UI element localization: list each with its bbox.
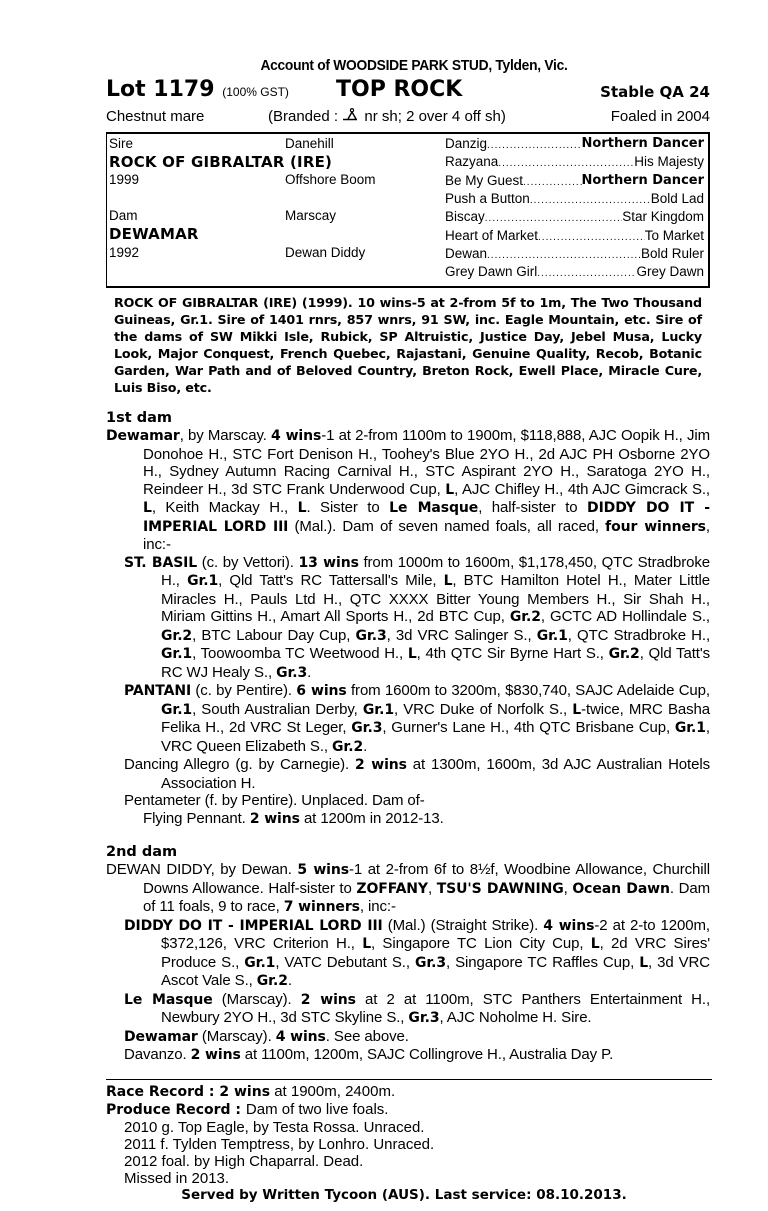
text: , half-sister to bbox=[478, 499, 588, 516]
bold-text: L bbox=[639, 954, 649, 971]
race-text: at 1900m, 2400m. bbox=[270, 1082, 396, 1100]
bold-text: L bbox=[362, 936, 372, 952]
text: from 1000m to 1600m, $1,178,450, QTC Stradbroke H., bbox=[161, 553, 710, 589]
listed-bold: L bbox=[297, 500, 307, 516]
text: (c. by Vettori). bbox=[197, 553, 299, 571]
bold-text: Ocean Dawn bbox=[572, 880, 670, 897]
foal-list bbox=[106, 1119, 710, 1187]
text: at 1300m, 1600m, 3d AJC Australian Hotels Association H. bbox=[161, 756, 710, 792]
horse-name: TOP ROCK bbox=[336, 77, 463, 102]
leader-dots bbox=[530, 190, 651, 210]
text: Pentameter (f. by Pentire). Unplaced. Dam of- bbox=[124, 792, 425, 809]
dam-name: DEWAMAR bbox=[109, 225, 199, 243]
produce-text: Dam of two live foals. bbox=[245, 1100, 389, 1118]
ggp-name: Be My Guest bbox=[445, 172, 524, 188]
catalogue-page bbox=[106, 56, 710, 1204]
bold-text: 4 wins bbox=[275, 1028, 326, 1045]
text: -2 at 2-to 1200m, $372,126, VRC Criterion H., bbox=[161, 916, 710, 952]
bold-text: 4 wins bbox=[543, 917, 595, 934]
gst-note: (100% GST) bbox=[222, 85, 289, 99]
text: DEWAN DIDDY, by Dewan. bbox=[106, 861, 298, 878]
text: Flying Pennant. bbox=[143, 809, 250, 827]
text: , South Australian Derby, bbox=[192, 700, 363, 718]
text: Davanzo. bbox=[124, 1046, 191, 1063]
leader-dots bbox=[485, 208, 622, 228]
text: , bbox=[427, 879, 437, 897]
ggp-sire: Northern Dancer bbox=[581, 172, 704, 188]
dam-year: 1992 bbox=[109, 245, 140, 260]
progeny-entry bbox=[106, 682, 710, 756]
bold-text: Gr.3 bbox=[414, 954, 447, 971]
progeny-entry bbox=[106, 792, 710, 810]
bold-text: Gr.2 bbox=[161, 627, 193, 644]
text: , VATC Debutant S., bbox=[275, 953, 415, 971]
foal-entry: Missed in 2013. bbox=[124, 1169, 230, 1187]
listed-bold: L bbox=[143, 500, 152, 516]
foal-entry: 2010 g. Top Eagle, by Testa Rossa. Unraced. bbox=[124, 1118, 425, 1136]
bold-text: Gr.2 bbox=[509, 609, 541, 625]
sire-sire: Danehill bbox=[285, 136, 334, 151]
bold-text: ZOFFANY bbox=[356, 880, 428, 897]
first-dam-section bbox=[106, 427, 710, 828]
bold-text: 2 wins bbox=[354, 757, 407, 773]
produce-record bbox=[106, 1101, 710, 1119]
sire-summary: ROCK OF GIBRALTAR (IRE) (1999). 10 wins-5 at 2-from 5f to 1m, The Two Thousand Guineas, Gr.1. Sire of 1401 rnrs, 857 wnrs, 91 SW, inc. Eagle Mountain, etc. Sire of the dams of SW Mikki Isle, Rubick, SP Altruistic, Justice Day, Jebel Musa, Lucky Look, Major Conquest, French Quebec, Rajastani, Genuine Quality, Recob, Botanic Garden, War Path and of Beloved Country, Breton Rock, Ewell Place, Miracle Cure, Luis Biso, etc. bbox=[114, 295, 702, 395]
ggp-sire: Star Kingdom bbox=[622, 209, 704, 225]
text: (Mal.) (Straight Strike). bbox=[382, 916, 544, 934]
text: (Mal.). Dam of seven named foals, all raced, bbox=[288, 517, 606, 535]
bold-text: Gr.3 bbox=[351, 720, 383, 736]
ggp-name: Dewan bbox=[445, 245, 488, 261]
lot-header bbox=[106, 76, 710, 104]
race-record-label: Race Record : bbox=[106, 1083, 220, 1100]
sister-bold: Le Masque bbox=[389, 500, 479, 516]
text: at 1100m, 1200m, SAJC Collingrove H., Australia Day P. bbox=[240, 1046, 614, 1063]
grand-progeny-entry bbox=[106, 810, 710, 829]
great-grandparent-row bbox=[445, 135, 704, 155]
bold-text: 6 wins bbox=[296, 683, 347, 699]
sire-dam: Offshore Boom bbox=[285, 172, 376, 187]
ggp-sire: Bold Ruler bbox=[640, 245, 704, 261]
produce-record-label: Produce Record : bbox=[106, 1101, 246, 1118]
served-note: Served by Written Tycoon (AUS). Last service: 08.10.2013. bbox=[181, 1186, 627, 1203]
bold-text: Gr.2 bbox=[256, 973, 288, 989]
bold-text: Gr.1 bbox=[244, 954, 276, 971]
text: . bbox=[287, 972, 292, 989]
great-grandparent-row bbox=[445, 208, 704, 228]
great-grandparent-row bbox=[445, 227, 704, 247]
foal-entry: 2011 f. Tylden Temptress, by Lonhro. Unraced. bbox=[124, 1135, 435, 1153]
ggp-sire: Grey Dawn bbox=[636, 264, 704, 280]
sire-name: ROCK OF GIBRALTAR (IRE) bbox=[109, 153, 333, 171]
listed-bold: L bbox=[445, 481, 455, 498]
dam-label: Dam bbox=[109, 208, 138, 223]
text: , 4th QTC Sir Byrne Hart S., bbox=[416, 645, 609, 662]
bold-text: 2 wins bbox=[300, 991, 356, 1008]
branded-prefix: (Branded : bbox=[268, 108, 339, 125]
sire-label: Sire bbox=[109, 136, 134, 151]
text: , Singapore TC Raffles Cup, bbox=[446, 953, 640, 971]
great-grandparent-row bbox=[445, 153, 704, 173]
text: -1 at 2-from 6f to 8½f, Woodbine Allowance, Churchill Downs Allowance. Half-sister to bbox=[143, 861, 710, 897]
ggp-name: Push a Button bbox=[445, 190, 530, 206]
text: , VRC Duke of Norfolk S., bbox=[393, 700, 573, 718]
leader-dots bbox=[498, 153, 634, 173]
text: , VRC Queen Elizabeth S., bbox=[161, 719, 710, 755]
bold-text: Gr.2 bbox=[608, 646, 640, 662]
text: , AJC Noholme H. Sire. bbox=[439, 1009, 592, 1026]
bold-text: L bbox=[407, 646, 417, 662]
dam-dam: Dewan Diddy bbox=[285, 245, 366, 260]
leader-dots bbox=[487, 135, 582, 155]
second-dam-section bbox=[106, 861, 710, 1065]
text: , 3d VRC Salinger S., bbox=[386, 626, 537, 644]
text: (Marscay). bbox=[212, 990, 301, 1008]
leader-dots bbox=[538, 227, 645, 247]
ggp-sire: His Majesty bbox=[634, 154, 704, 170]
bold-text: 7 winners bbox=[283, 899, 360, 915]
text: . See above. bbox=[325, 1027, 409, 1045]
foaled-year: Foaled in 2004 bbox=[610, 108, 710, 125]
bold-text: Gr.3 bbox=[408, 1010, 440, 1026]
bold-text: Gr.1 bbox=[674, 720, 706, 736]
brand-mark-icon bbox=[342, 108, 360, 122]
first-dam-progeny bbox=[106, 554, 710, 810]
lot-number bbox=[106, 76, 289, 106]
bold-text: Gr.2 bbox=[332, 738, 364, 755]
text: , GCTC AD Hollindale S., bbox=[540, 608, 710, 625]
text: , inc:- bbox=[359, 898, 396, 915]
bold-text: Gr.1 bbox=[187, 573, 219, 589]
sire-year: 1999 bbox=[109, 172, 140, 187]
progeny-name: ST. BASIL bbox=[124, 554, 198, 571]
bold-text: TSU'S DAWNING bbox=[436, 880, 564, 897]
bold-text: 5 wins bbox=[297, 862, 349, 878]
text: , 2d VRC Sires' Produce S., bbox=[161, 935, 710, 971]
text: -twice, MRC Basha Felika H., 2d VRC St Leger, bbox=[161, 700, 711, 736]
text: at 1200m in 2012-13. bbox=[299, 809, 444, 827]
second-dam-entry bbox=[106, 861, 710, 917]
progeny-entry bbox=[106, 991, 710, 1028]
ggp-sire: Northern Dancer bbox=[581, 136, 704, 151]
great-grandparent-row bbox=[445, 263, 704, 283]
ggp-sire: Bold Lad bbox=[650, 190, 704, 206]
race-record bbox=[106, 1083, 710, 1101]
text: , AJC Chifley H., 4th AJC Gimcrack S., bbox=[454, 480, 710, 498]
great-grandparent-row bbox=[445, 172, 704, 192]
pedigree-table bbox=[106, 132, 710, 288]
text: (Marscay). bbox=[197, 1027, 276, 1045]
text: , bbox=[563, 879, 573, 897]
halfsister-bold: DIDDY DO IT - IMPERIAL LORD III bbox=[143, 500, 711, 535]
text: , Qld Tatt's RC Tattersall's Mile, bbox=[218, 572, 444, 589]
wins-bold: 4 wins bbox=[271, 428, 322, 444]
text: , BTC Labour Day Cup, bbox=[192, 626, 356, 644]
progeny-entry bbox=[106, 554, 710, 683]
text: . bbox=[363, 737, 368, 755]
text: , Gurner's Lane H., 4th QTC Brisbane Cup, bbox=[382, 719, 675, 736]
dam-sire: Marscay bbox=[285, 208, 337, 223]
progeny-entry bbox=[106, 1046, 710, 1065]
lot-label: Lot 1179 bbox=[106, 77, 215, 102]
progeny-entry bbox=[106, 1028, 710, 1047]
foal-entry: 2012 foal. by High Chaparral. Dead. bbox=[124, 1152, 364, 1170]
text: , BTC Hamilton Hotel H., Mater Little Miracles H., Pauls Ltd H., QTC XXXX Bitter Young Members H., Sir Shah H., Miriam Gittins H., Amart All Sports H., 2d BTC Cup, bbox=[161, 572, 710, 625]
second-dam-heading: 2nd dam bbox=[106, 844, 178, 860]
leader-dots bbox=[537, 263, 636, 283]
text: , Qld Tatt's RC WJ Healy S., bbox=[161, 645, 710, 681]
bold-text: Dewamar bbox=[124, 1028, 198, 1045]
colour-sex: Chestnut mare bbox=[106, 108, 205, 125]
text: . bbox=[307, 663, 312, 681]
bold-text: L bbox=[590, 936, 600, 952]
text: (c. by Pentire). bbox=[191, 682, 297, 699]
bold-text: L bbox=[572, 701, 582, 718]
bold-text: 2 wins bbox=[249, 810, 300, 827]
bold-text: Gr.1 bbox=[161, 701, 193, 718]
bold-text: Gr.1 bbox=[161, 646, 193, 662]
text: , by Marscay. bbox=[179, 427, 272, 444]
vendor-account: Account of WOODSIDE PARK STUD, Tylden, Vic. bbox=[260, 57, 568, 74]
great-grandparent-row bbox=[445, 190, 704, 210]
dam-name-bold: Dewamar bbox=[106, 428, 180, 444]
leader-dots bbox=[487, 245, 641, 265]
first-dam-entry bbox=[106, 427, 710, 554]
ggp-name: Grey Dawn Girl bbox=[445, 264, 538, 280]
leader-dots bbox=[523, 172, 582, 192]
bold-text: L bbox=[443, 573, 453, 589]
bold-text: Gr.3 bbox=[355, 627, 387, 644]
branded-suffix: nr sh; 2 over 4 off sh) bbox=[364, 108, 506, 125]
text: at 2 at 1100m, STC Panthers Entertainment H., Newbury 2YO H., 3d STC Skyline S., bbox=[161, 990, 711, 1026]
text: , Keith Mackay H., bbox=[151, 499, 298, 516]
text: , 3d VRC Ascot Vale S., bbox=[161, 953, 710, 989]
bold-text: 2 wins bbox=[190, 1047, 241, 1063]
race-wins: 2 wins bbox=[219, 1083, 271, 1100]
bold-text: Le Masque bbox=[124, 991, 213, 1008]
horse-description bbox=[106, 104, 710, 130]
text: , Toowoomba TC Weetwood H., bbox=[192, 645, 408, 662]
ggp-name: Biscay bbox=[445, 209, 485, 225]
text: -1 at 2-from 1100m to 1900m, $118,888, AJC Oopik H., Jim Donohoe H., STC Fort Denison H., Toohey's Blue 2YO H., 2d AJC PH Osborne 2YO H., Sydney Autumn Racing Carnival H., STC Aspirant 2YO H., Saratoga 2YO H., Reindeer H., 3d STC Frank Underwood Cup, bbox=[143, 427, 710, 498]
text: . Dam of 11 foals, 9 to race, bbox=[143, 879, 710, 915]
winners-bold: four winners bbox=[605, 518, 706, 535]
text: from 1600m to 3200m, $830,740, SAJC Adelaide Cup, bbox=[346, 682, 710, 699]
section-divider bbox=[106, 1079, 712, 1080]
bold-text: Gr.1 bbox=[536, 627, 568, 644]
brand-info bbox=[268, 104, 506, 130]
records-section bbox=[106, 1083, 710, 1204]
ggp-sire: To Market bbox=[644, 227, 704, 243]
ggp-name: Razyana bbox=[445, 154, 499, 170]
text: , Singapore TC Lion City Cup, bbox=[371, 935, 591, 952]
second-dam-progeny bbox=[106, 917, 710, 1065]
progeny-name: PANTANI bbox=[124, 683, 192, 699]
text: Dancing Allegro (g. by Carnegie). bbox=[124, 756, 355, 773]
text: , QTC Stradbroke H., bbox=[567, 626, 711, 644]
first-dam-heading: 1st dam bbox=[106, 410, 172, 426]
text: , inc:- bbox=[143, 517, 710, 553]
bold-text: 13 wins bbox=[298, 554, 359, 571]
great-grandparent-row bbox=[445, 245, 704, 265]
progeny-entry bbox=[106, 917, 710, 991]
ggp-name: Danzig bbox=[445, 136, 488, 151]
ggp-name: Heart of Market bbox=[445, 227, 539, 243]
bold-text: DIDDY DO IT - IMPERIAL LORD III bbox=[124, 917, 383, 934]
bold-text: Gr.1 bbox=[362, 701, 394, 718]
progeny-entry bbox=[106, 756, 710, 792]
bold-text: Gr.3 bbox=[276, 664, 308, 681]
text: . Sister to bbox=[306, 499, 390, 516]
stable-code: Stable QA 24 bbox=[600, 83, 710, 101]
